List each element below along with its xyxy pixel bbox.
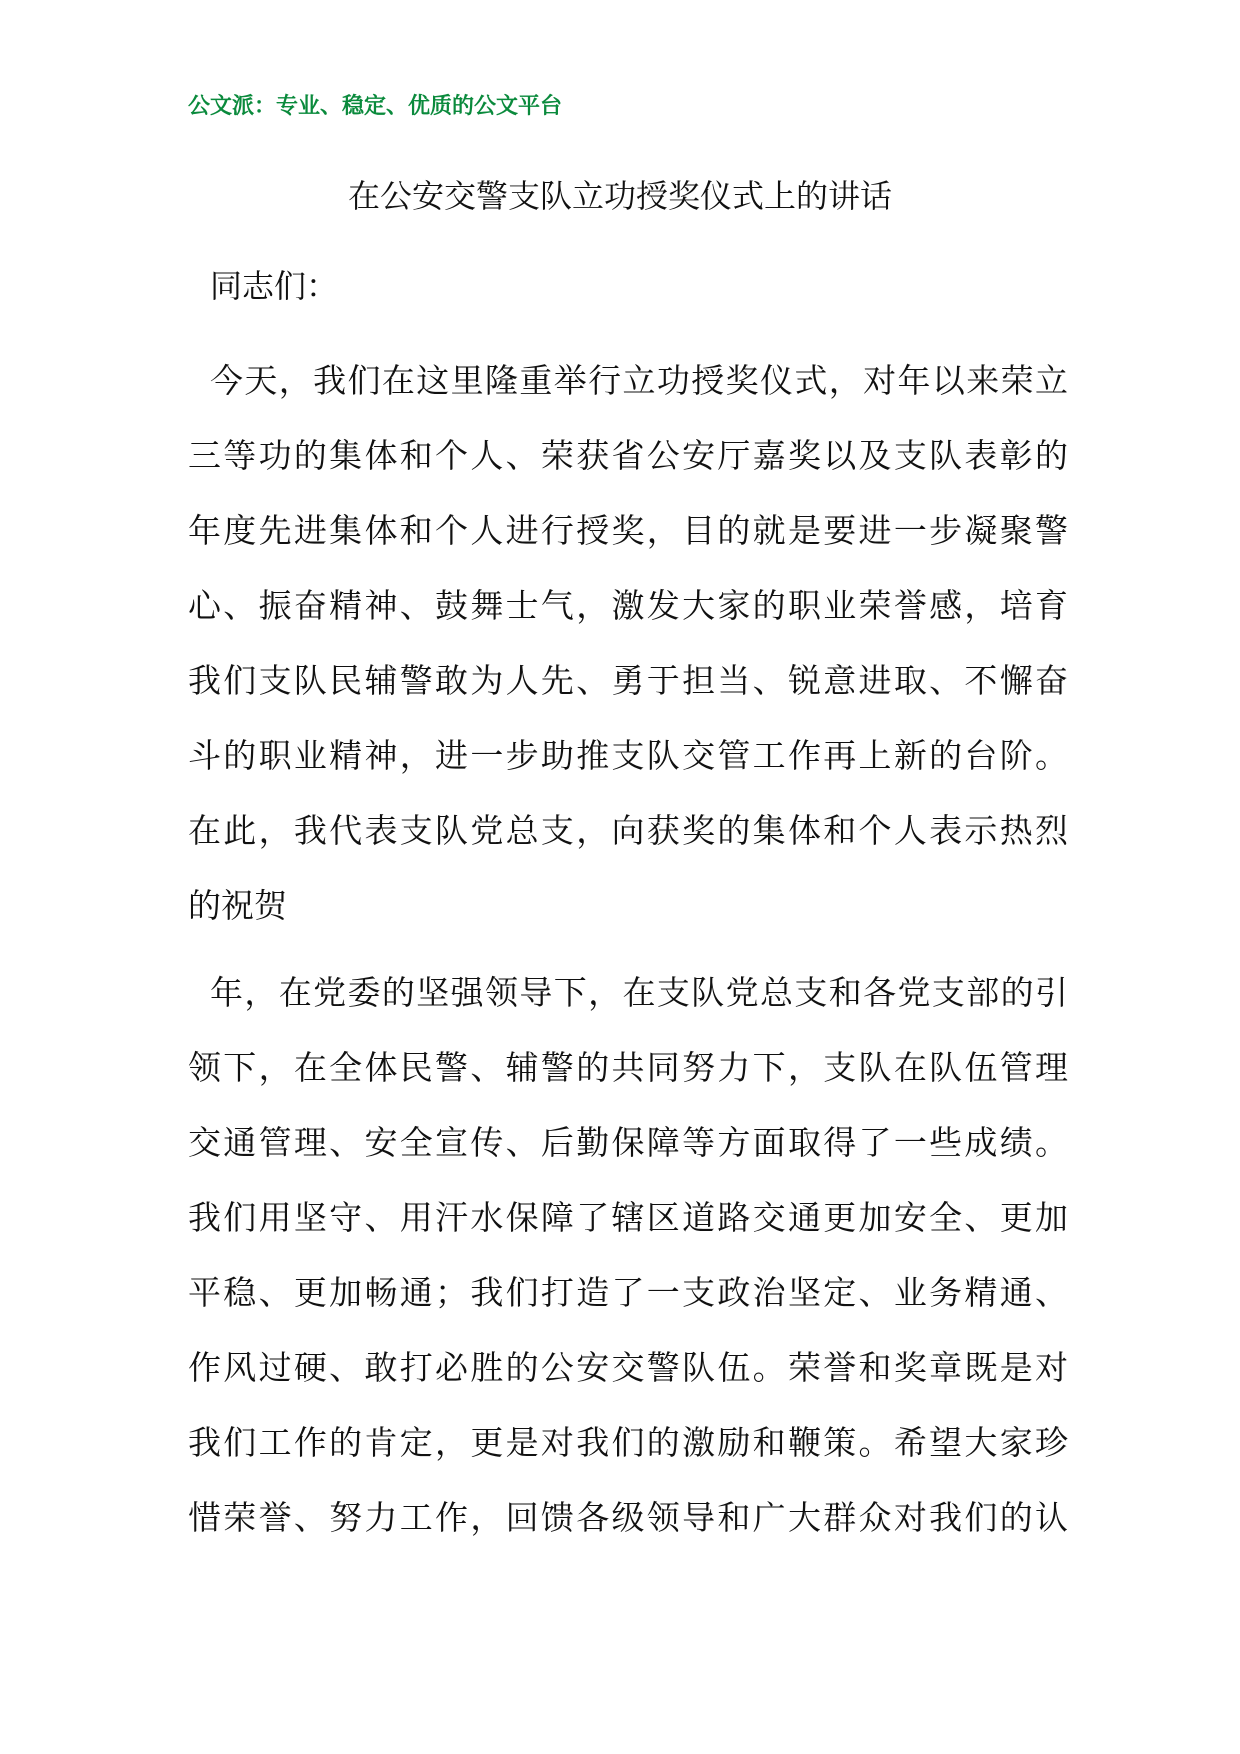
paragraph-1 [188,343,1068,943]
paragraph-line: 的祝贺 [188,886,287,925]
paragraph-line: 三等功的集体和个人、荣获省公安厅嘉奖以及支队表彰的 [188,436,1068,475]
paragraph-line: 领下，在全体民警、辅警的共同努力下，支队在队伍管理 [188,1048,1068,1087]
paragraph-line: 在此，我代表支队党总支，向获奖的集体和个人表示热烈 [188,811,1068,850]
brand-tagline: 公文派：专业、稳定、优质的公文平台 [188,93,563,119]
salutation: 同志们： [210,267,339,305]
paragraph-line: 我们用坚守、用汗水保障了辖区道路交通更加安全、更加 [188,1198,1068,1237]
document-title: 在公安交警支队立功授奖仪式上的讲话 [347,177,892,215]
paragraph-line: 惜荣誉、努力工作，回馈各级领导和广大群众对我们的认 [188,1498,1068,1537]
paragraph-line: 我们工作的肯定，更是对我们的激励和鞭策。希望大家珍 [188,1423,1068,1462]
paragraph-line: 我们支队民辅警敢为人先、勇于担当、锐意进取、不懈奋 [188,661,1068,700]
paragraph-line: 斗的职业精神，进一步助推支队交管工作再上新的台阶。 [188,736,1068,775]
paragraph-line: 平稳、更加畅通；我们打造了一支政治坚定、业务精通、 [188,1273,1068,1312]
paragraph-line: 心、振奋精神、鼓舞士气，激发大家的职业荣誉感，培育 [188,586,1068,625]
paragraph-2 [188,955,1068,1555]
paragraph-line: 年，在党委的坚强领导下，在支队党总支和各党支部的引 [210,973,1068,1012]
paragraph-line: 今天，我们在这里隆重举行立功授奖仪式，对年以来荣立 [210,361,1068,400]
paragraph-line: 年度先进集体和个人进行授奖，目的就是要进一步凝聚警 [188,511,1068,550]
paragraph-line: 交通管理、安全宣传、后勤保障等方面取得了一些成绩。 [188,1123,1068,1162]
paragraph-line: 作风过硬、敢打必胜的公安交警队伍。荣誉和奖章既是对 [188,1348,1068,1387]
